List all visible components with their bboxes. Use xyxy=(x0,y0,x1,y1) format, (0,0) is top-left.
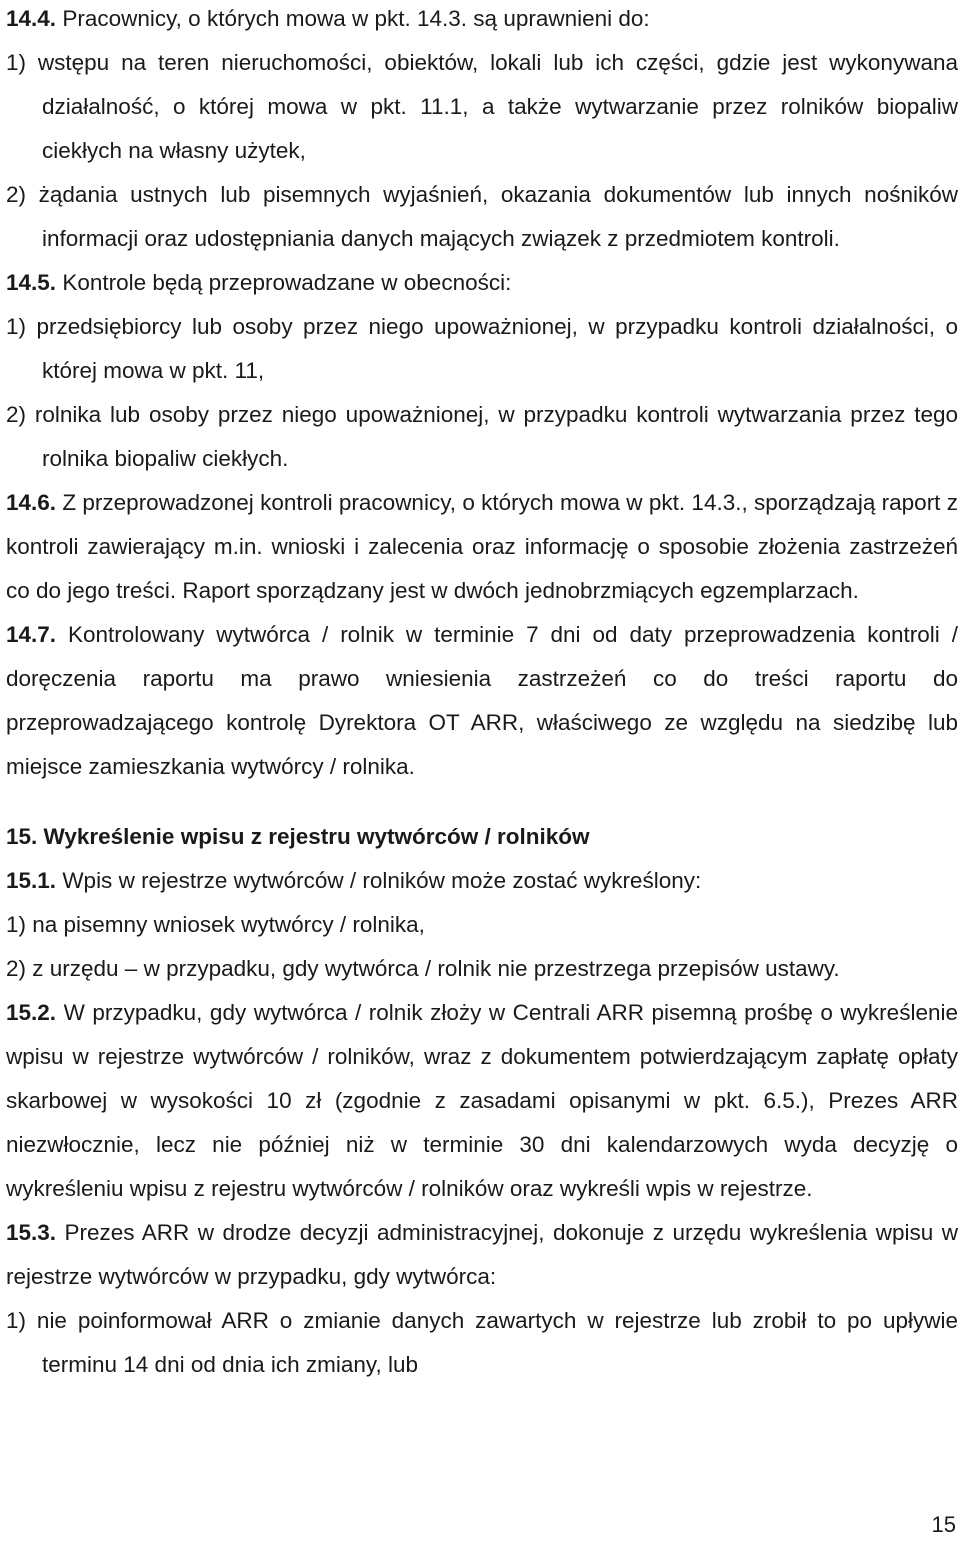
list-item: 2) rolnika lub osoby przez niego upoważnionej, w przypadku kontroli wytwarzania przez tego rolnika biopaliw ciekłych. xyxy=(6,402,958,471)
list-item: 1) nie poinformował ARR o zmianie danych zawartych w rejestrze lub zrobił to po upływie terminu 14 dni od dnia ich zmiany, lub xyxy=(6,1308,958,1377)
section-text: Wpis w rejestrze wytwórców / rolników może zostać wykreślony: xyxy=(62,868,702,893)
section-number: 14.6. xyxy=(6,490,57,515)
section-number: 15.1. xyxy=(6,868,57,893)
section-14-5 xyxy=(6,261,958,305)
section-number: 14.4. xyxy=(6,6,57,31)
section-text: Z przeprowadzonej kontroli pracownicy, o których mowa w pkt. 14.3., sporządzają raport z kontroli zawierający m.in. wnioski i zalecenia oraz informację o sposobie złożenia zastrzeżeń co do jego treści. Raport sporządzany jest w dwóch jednobrzmiących egzemplarzach. xyxy=(6,490,958,603)
section-text: Prezes ARR w drodze decyzji administracyjnej, dokonuje z urzędu wykreślenia wpisu w rejestrze wytwórców w przypadku, gdy wytwórca: xyxy=(6,1220,958,1289)
list-item: 2) z urzędu – w przypadku, gdy wytwórca / rolnik nie przestrzega przepisów ustawy. xyxy=(6,956,840,981)
list-item: 1) wstępu na teren nieruchomości, obiektów, lokali lub ich części, gdzie jest wykonywana działalność, o której mowa w pkt. 11.1, a także wytwarzanie przez rolników biopaliw ciekłych na własny użytek, xyxy=(6,50,958,163)
list-item: 1) na pisemny wniosek wytwórcy / rolnika, xyxy=(6,912,425,937)
section-text: Kontrolowany wytwórca / rolnik w terminie 7 dni od daty przeprowadzenia kontroli / doręczenia raportu ma prawo wniesienia zastrzeżeń co do treści raportu do przeprowadzającego kontrolę Dyrektora OT ARR, właściwego ze względu na siedzibę lub miejsce zamieszkania wytwórcy / rolnika. xyxy=(6,622,958,779)
list-item: 1) przedsiębiorcy lub osoby przez niego upoważnionej, w przypadku kontroli działalności, o której mowa w pkt. 11, xyxy=(6,314,958,383)
section-text: Pracownicy, o których mowa w pkt. 14.3. są uprawnieni do: xyxy=(62,6,650,31)
list-item: 2) żądania ustnych lub pisemnych wyjaśnień, okazania dokumentów lub innych nośników informacji oraz udostępniania danych mających związek z przedmiotem kontroli. xyxy=(6,182,958,251)
page-number: 15 xyxy=(931,1512,956,1537)
document-page xyxy=(6,0,958,1387)
section-15-3 xyxy=(6,1211,958,1299)
section-15-2 xyxy=(6,991,958,1211)
section-number: 14.7. xyxy=(6,622,57,647)
section-number: 14.5. xyxy=(6,270,57,295)
section-heading-15: 15. Wykreślenie wpisu z rejestru wytwórców / rolników xyxy=(6,824,590,849)
section-15-1 xyxy=(6,859,958,903)
section-number: 15.3. xyxy=(6,1220,57,1245)
section-text: W przypadku, gdy wytwórca / rolnik złoży w Centrali ARR pisemną prośbę o wykreślenie wpisu w rejestrze wytwórców / rolników, wraz z dokumentem potwierdzającym zapłatę opłaty skarbowej w wysokości 10 zł (zgodnie z zasadami opisanymi w pkt. 6.5.), Prezes ARR niezwłocznie, lecz nie później niż w terminie 30 dni kalendarzowych wyda decyzję o wykreśleniu wpisu z rejestru wytwórców / rolników oraz wykreśli wpis w rejestrze. xyxy=(6,1000,958,1201)
section-text: Kontrole będą przeprowadzane w obecności: xyxy=(62,270,512,295)
section-14-4 xyxy=(6,0,958,41)
section-14-6 xyxy=(6,481,958,613)
section-14-7 xyxy=(6,613,958,789)
section-number: 15.2. xyxy=(6,1000,57,1025)
